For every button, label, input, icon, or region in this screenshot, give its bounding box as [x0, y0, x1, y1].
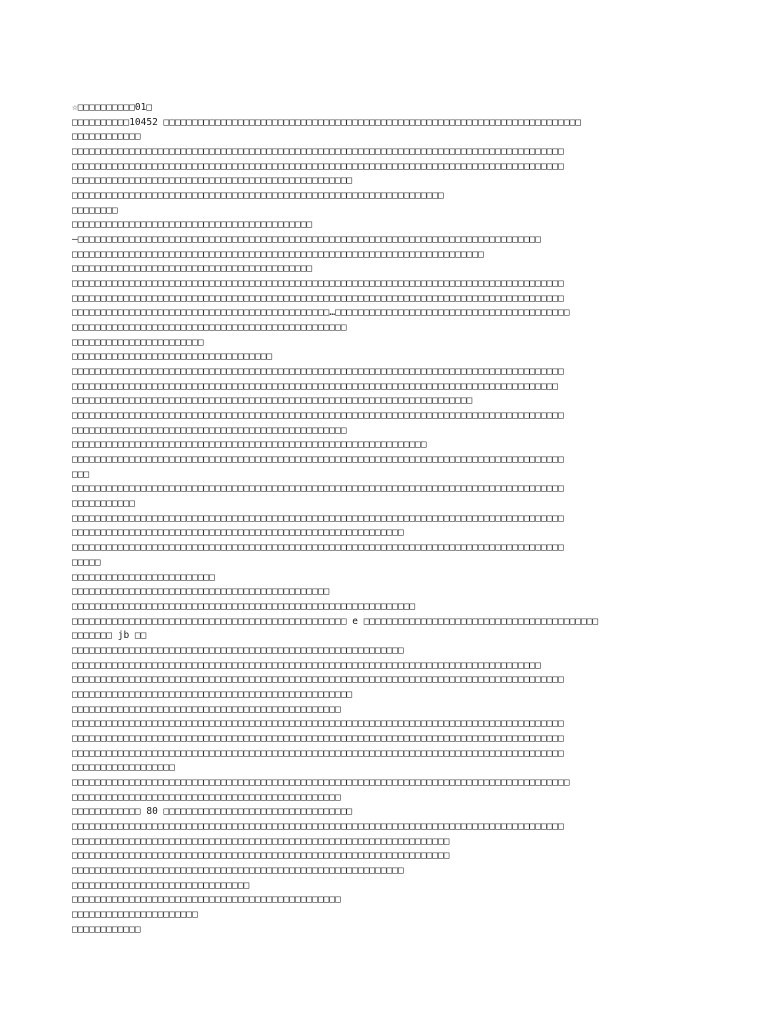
text-line: □□□□□□□□□□□□□□□□□□□□□□□□□□□□□□□□□□□□□□□□□□□□□□□□□□□□□□□□□□ — [72, 644, 404, 656]
text-line: □□□□□□□□□□□□□□□□□□□□□□□□□□□□□□□□□□□□□□□□□□□□□□□□□□□□□□□□□□□□□□□□□□□□□□□□□□□□□□□□□□□□□□ — [72, 278, 564, 290]
text-line: □□□□□□□□□□□□□□□□□□□□□□□□□□□□□□□□□□□□□□□□□□□□□□□□□□□□□□□□□□□□□□□□□□□□□□□□□□□□□□□□□□□□□□ — [72, 542, 564, 554]
text-line: □□□□□□□□□□□□□□□□□□□□□□ — [72, 908, 198, 920]
text-line: —□□□□□□□□□□□□□□□□□□□□□□□□□□□□□□□□□□□□□□□□□□□□□□□□□□□□□□□□□□□□□□□□□□□□□□□□□□□□□□□□□ — [72, 234, 541, 246]
document-page — [72, 101, 712, 937]
text-line: □□□□□□□□□□□□□□□□□□□□□□□□□□□□□□□□□□□□□□□□□□□□□□□□□□□□□□□□□□□□□□□□□□□□□□□□□□□□□□□□□□□□□□ — [72, 747, 564, 759]
text-line: □□□□□□□□□□□□□□□□□□□□□□□□□□□□□□□□□□□□□□□□□□□□□□□□□□□□□□□□□□□□□□□□□□□□□□□□□□□□□□□□□□□□□□ — [72, 674, 564, 686]
text-line: □□□□□□□□□□□□□□□□□□ — [72, 762, 175, 774]
text-line: □□□□□□□□□□□□□□□□□□□□□□□□□□□□□□□□□□□□□□□□□□□□□□□□□□□□□□□□□□□□□□□□□ — [72, 190, 444, 202]
text-line: □□□□□□□□□□□ — [72, 498, 135, 510]
text-line: □□□□□□□□□□□□□□□□□□□□□□□□□□□□□□□□□□□□□□□□□□ — [72, 263, 313, 275]
text-line: □□□ — [72, 468, 90, 480]
text-line: □□□□□□□□□□□□□□□□□□□□□□□□□□□□□□□□□□□□□□□□□□□□□□□ — [72, 894, 341, 906]
text-line: □□□□□□□□□□□□□□□□□□□□□□□□□□□□□□□□□□□□□□□□□□□□□□□□□□□□□□□□□□□□□□□□□□□□□□□□□□□□□□□□□□□□□□ — [72, 512, 564, 524]
text-line: □□□□□□□□□□□□□□□□□□□□□□□□□□□□□□□□□□□□□□□□□□□□□□□□□□□□□□□□□□□□□□□□□□□□□□□□□□□□□□□□□□□□□□ — [72, 146, 564, 158]
text-line: □□□□□□□□□□□□□□□□□□□□□□□□□□□□□□□□□□□□□□□□□□□□□□□□□□□□□□□□□□□□□□□□□□ — [72, 835, 450, 847]
text-line: □□□□□□□□□□□□□□□□□□□□□□□□□□□□□□□□□□□□□□□□□□□□□□□□□□□□□□□□□□□□□□□□□□ — [72, 850, 450, 862]
text-line: □□□□□□□□□□□□□□□□□□□□□□□□□□□□□□□□□□□□□□□□□□□□□…□□□□□□□□□□□□□□□□□□□□□□□□□□□□□□□□□□□□□□□□□ — [72, 307, 570, 319]
text-line: □□□□□□□ jb □□ — [72, 630, 147, 642]
text-line: □□□□□□□□□□□□□□□□□□□□□□□□□□□□□□□□□□□□□□□□□□□□□□□□ — [72, 322, 347, 334]
text-line: □□□□□□□□□□□□□□□□□□□□□□□□□□□□□□□□□□□□□□□□□□□□□□□□□□□□□□□□□□□□□□□□□□□□□□□□□□□□□□□□□□□□□□ — [72, 718, 564, 730]
text-line: □□□□□□□□□□□□□□□□□□□□□□□□□□□□□□□□□□□□□□□□□□□□□□□□□□□□□□□□□□□□□□□□□□□□□□□□□□□□□□□□□□□□□□ — [72, 483, 564, 495]
text-line: □□□□□□□□□□□□□□□□□□□□□□□□□□□□□□□ — [72, 879, 250, 891]
text-line: □□□□□□□□□□□□□□□□□□□□□□□□□□□□□□□□□□□□□□□□□□□□□□□□□□□□□□□□□□□□□□□□□□□□□□□□□□□□□□□□□□□□□□ — [72, 732, 564, 744]
text-line: □□□□□□□□□□□□□□□□□□□□□□□□□□□□□□□□□□□□□□□□□□□□□□□□□□□□□□□□□□□□□□□□□□□□□□□□ — [72, 248, 484, 260]
text-line: □□□□□□□□□□□□□□□□□□□□□□□□□□□□□□□□□□□□□□□□□□□□□□□ — [72, 791, 341, 803]
text-line: □□□□□□□□□□□□□□□□□□□□□□□□□□□□□□□□□□□□□□□□□□□□□□□□□□□□□□□□□□ — [72, 527, 404, 539]
text-line: □□□□□□□□□□□□□□□□□□□□□□□□□□□□□□□□□□□□□□□□□□□□□□□□□□□□□□□□□□□□□□□□□□□□□□□□□□□□□□□□□□ — [72, 659, 541, 671]
text-line: □□□□□□□□□□□□□□□□□□□□□□□□□□□□□□□□□□□□□□□□□□□□□□□□□□□□□□□□□□□□□□□□□□□□□□□□□□□□□□□□□□□□□ — [72, 380, 559, 392]
text-line: □□□□□□□□□□□□ 80 □□□□□□□□□□□□□□□□□□□□□□□□□□□□□□□□□ — [72, 806, 353, 818]
text-line: □□□□□□□□□□□□□□□□□□□□□□□□□□□□□□□□□□□□□□□□□□□□□□□□□ — [72, 688, 353, 700]
text-line: □□□□□□□□□□□□□□□□□□□□□□□□□□□□□□□□□□□□□□□□□□□□□□□□□□□□□□□□□□□□□□□□□□□□□□ — [72, 395, 473, 407]
text-line: □□□□□□□□□□□□□□□□□□□□□□□□□□□□□□□□□□□□□□□□□□□□□□□ — [72, 703, 341, 715]
text-line: □□□□□□□□□□□□□□□□□□□□□□□□□□□□□□□□□□□□□□□□□□□□□□□□□□□□□□□□□□□□□□□□□□□□□□□□□□□□□□□□□□□□□□ — [72, 410, 564, 422]
text-line: □□□□□□□□□□□□□□□□□□□□□□□□□□□□□□□□□□□□□□□□□□□□□□□□ — [72, 424, 347, 436]
text-line: □□□□□□□□□□□□□□□□□□□□□□□□□□□□□□□□□□□□□□□□□□□□□□□□□□□□□□□□□□□□□□□□□□□□□□□□□□□□□□□□□□□□□□ — [72, 454, 564, 466]
text-line: ☆□□□□□□□□□□01□ — [72, 102, 153, 113]
text-line: □□□□□□□□□□10452 □□□□□□□□□□□□□□□□□□□□□□□□□□□□□□□□□□□□□□□□□□□□□□□□□□□□□□□□□□□□□□□□□□□□□□□□□ — [72, 116, 582, 128]
text-line: □□□□□□□□□□□□□□□□□□□□□□□□□□□□□□□□□□□□□□□□□□□□□□□□□□□□□□□□□□□□□□□□□□□□□□□□□□□□□□□□□□□□□□ — [72, 366, 564, 378]
text-line: □□□□□□□□□□□□□□□□□□□□□□□□□□□□□□□□□□□□□□□□□□□□□□□□□□□□□□□□□□□□□□□□□□□□□□□□□□□□□□□□□□□□□□□ — [72, 776, 570, 788]
text-line: □□□□□□□□□□□□□□□□□□□□□□□□□□□□□□□□□□□□□□□□□□□□□ — [72, 586, 330, 598]
text-line: □□□□□□□□□□□□□□□□□□□□□□□□□□□□□□□□□□□□□□□□□□□□□□□□□ — [72, 175, 353, 187]
text-line: □□□□□□□□□□□□□□□□□□□□□□□□□□□□□□□□□□□□□□□□□□□□□□□□□□□□□□□□□□□□□□□□□□□□□□□□□□□□□□□□□□□□□□ — [72, 292, 564, 304]
text-line: □□□□□ — [72, 556, 101, 568]
text-line: □□□□□□□□□□□□□□□□□□□□□□□□□□□□□□□□□□□□□□□□□□□□□□□□□□□□□□□□□□□□□□□□□□□□□□□□□□□□□□□□□□□□□□ — [72, 160, 564, 172]
text-line: □□□□□□□□□□□□□□□□□□□□□□□□□□□□□□□□□□□ — [72, 351, 273, 363]
text-line: □□□□□□□□□□□□□□□□□□□□□□□□□□□□□□□□□□□□□□□□□□□□□□□□□□□□□□□□□□□□□□ — [72, 439, 427, 451]
text-line: □□□□□□□□□□□□□□□□□□□□□□□□□□□□□□□□□□□□□□□□□□□□□□□□□□□□□□□□□□□□□□□□□□□□□□□□□□□□□□□□□□□□□□ — [72, 820, 564, 832]
text-line: □□□□□□□□□□□□□□□□□□□□□□□□□□□□□□□□□□□□□□□□□□ — [72, 219, 313, 231]
text-line: □□□□□□□□□□□□□□□□□□□□□□□□□□□□□□□□□□□□□□□□□□□□□□□□□□□□□□□□□□□□ — [72, 600, 416, 612]
text-line: □□□□□□□□ — [72, 204, 118, 216]
text-line: □□□□□□□□□□□□ — [72, 131, 141, 143]
text-line: □□□□□□□□□□□□□□□□□□□□□□□□□□□□□□□□□□□□□□□□□□□□□□□□ e □□□□□□□□□□□□□□□□□□□□□□□□□□□□□□□□□□□□□□□□□ — [72, 615, 599, 627]
text-line: □□□□□□□□□□□□ — [72, 923, 141, 935]
text-line: □□□□□□□□□□□□□□□□□□□□□□□ — [72, 336, 204, 348]
text-line: □□□□□□□□□□□□□□□□□□□□□□□□□ — [72, 571, 215, 583]
text-line: □□□□□□□□□□□□□□□□□□□□□□□□□□□□□□□□□□□□□□□□□□□□□□□□□□□□□□□□□□ — [72, 864, 404, 876]
